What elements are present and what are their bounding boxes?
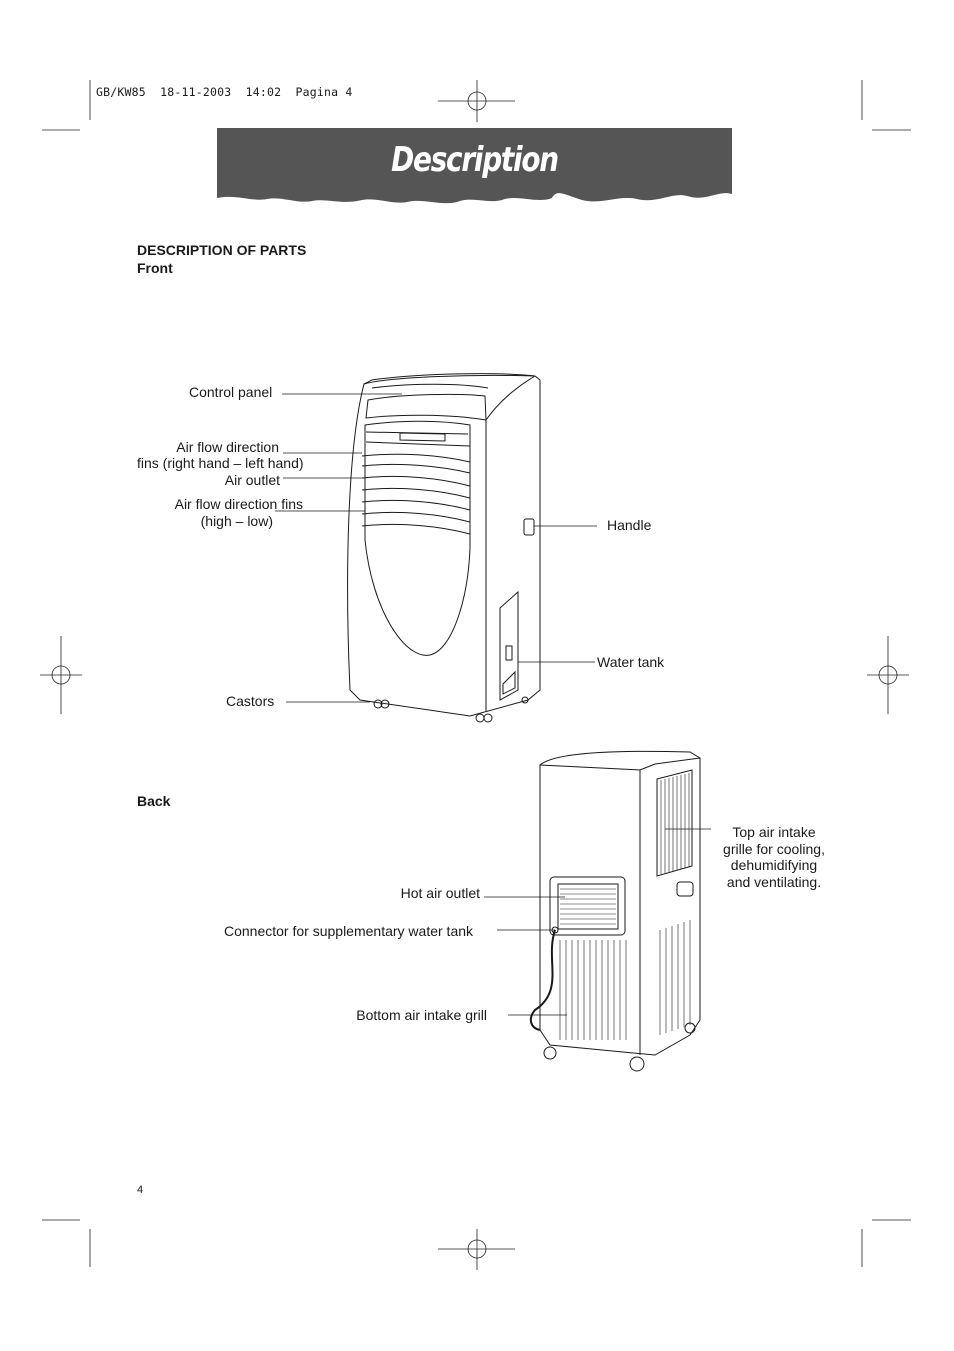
- label-airflow-hl-line2: (high – low): [200, 513, 273, 529]
- label-airflow-lr-line2: fins (right hand – left hand): [137, 455, 304, 471]
- label-hot-air-outlet: Hot air outlet: [400, 885, 480, 901]
- label-water-tank: Water tank: [597, 654, 665, 670]
- label-air-outlet: Air outlet: [224, 472, 280, 488]
- label-control-panel: Control panel: [189, 384, 273, 400]
- label-top-grille-line2: grille for cooling,: [723, 841, 825, 857]
- label-handle: Handle: [607, 517, 652, 533]
- label-airflow-hl-line1: Air flow direction fins: [174, 496, 303, 512]
- back-heading: Back: [137, 793, 171, 809]
- page-title: Description: [391, 140, 558, 180]
- label-top-grille-line3: dehumidifying: [730, 857, 818, 873]
- label-connector: Connector for supplementary water tank: [224, 923, 474, 939]
- section-heading: DESCRIPTION OF PARTS: [137, 242, 307, 258]
- label-airflow-lr-line1: Air flow direction: [176, 439, 279, 455]
- label-top-grille-line1: Top air intake: [732, 824, 816, 840]
- label-top-grille-line4: and ventilating.: [726, 874, 822, 890]
- print-header: GB/KW85 18-11-2003 14:02 Pagina 4: [96, 85, 353, 99]
- front-heading: Front: [137, 260, 173, 276]
- page-number: 4: [137, 1184, 144, 1196]
- label-castors: Castors: [226, 693, 275, 709]
- label-bottom-grill: Bottom air intake grill: [356, 1007, 487, 1023]
